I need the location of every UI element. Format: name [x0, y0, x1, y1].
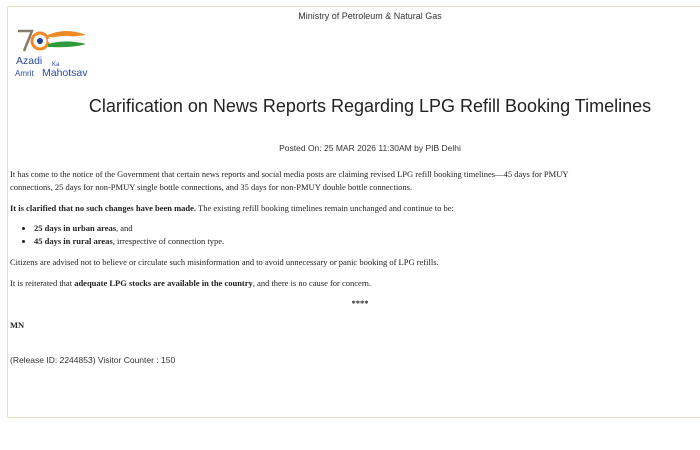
azadi-ka-amrit-mahotsav-logo	[14, 27, 114, 82]
paragraph-4-text-pre: It is reiterated that	[10, 277, 75, 288]
logo-text-amrit: Amrit	[15, 69, 34, 78]
ministry-name: Ministry of Petroleum & Natural Gas	[298, 11, 442, 21]
logo-text-mahotsav: Mahotsav	[42, 67, 88, 79]
article-body	[10, 168, 700, 367]
posted-date: Posted On: 25 MAR 2026 11:30AM by PIB Delhi	[279, 143, 461, 153]
timeline-list	[10, 222, 700, 248]
release-id-visitor-counter: (Release ID: 2244853) Visitor Counter : 150	[10, 354, 176, 365]
paragraph-1-line-1: It has come to the notice of the Government that certain news reports and social media posts are claiming revised LPG refill booking timelines—45 days for PMUY	[10, 169, 569, 179]
paragraph-4	[10, 277, 700, 290]
list-item	[34, 222, 700, 235]
paragraph-2	[10, 202, 700, 215]
list-item-bold: 45 days in rural areas	[34, 236, 113, 246]
paragraph-4-bold: adequate LPG stocks are available in the country	[74, 277, 253, 288]
paragraph-1	[10, 168, 700, 194]
list-item-text: , and	[116, 223, 133, 234]
paragraph-1-line-2: connections, 25 days for non-PMUY single bottle connections, and 35 days for non-PMUY double bottle connections.	[10, 181, 413, 192]
paragraph-2-bold: It is clarified that no such changes have been made.	[10, 202, 197, 213]
paragraph-3: Citizens are advised not to believe or circulate such misinformation and to avoid unnecessary or panic booking of LPG refills.	[10, 256, 439, 267]
logo-text-ka: Ka	[52, 62, 60, 68]
list-item-bold: 25 days in urban areas	[34, 223, 117, 234]
paragraph-2-text: The existing refill booking timelines remain unchanged and continue to be:	[196, 202, 454, 213]
logo-text-azadi: Azadi	[16, 55, 43, 67]
logo-75-emblem-icon	[14, 27, 114, 57]
paragraph-4-text-post: , and there is no cause for concern.	[252, 277, 372, 288]
list-item	[34, 235, 700, 248]
list-item-text: , irrespective of connection type.	[112, 236, 225, 246]
page-title: Clarification on News Reports Regarding LPG Refill Booking Timelines	[88, 96, 652, 116]
signoff-initials: MN	[10, 320, 25, 330]
section-divider-stars: ****	[351, 298, 369, 309]
